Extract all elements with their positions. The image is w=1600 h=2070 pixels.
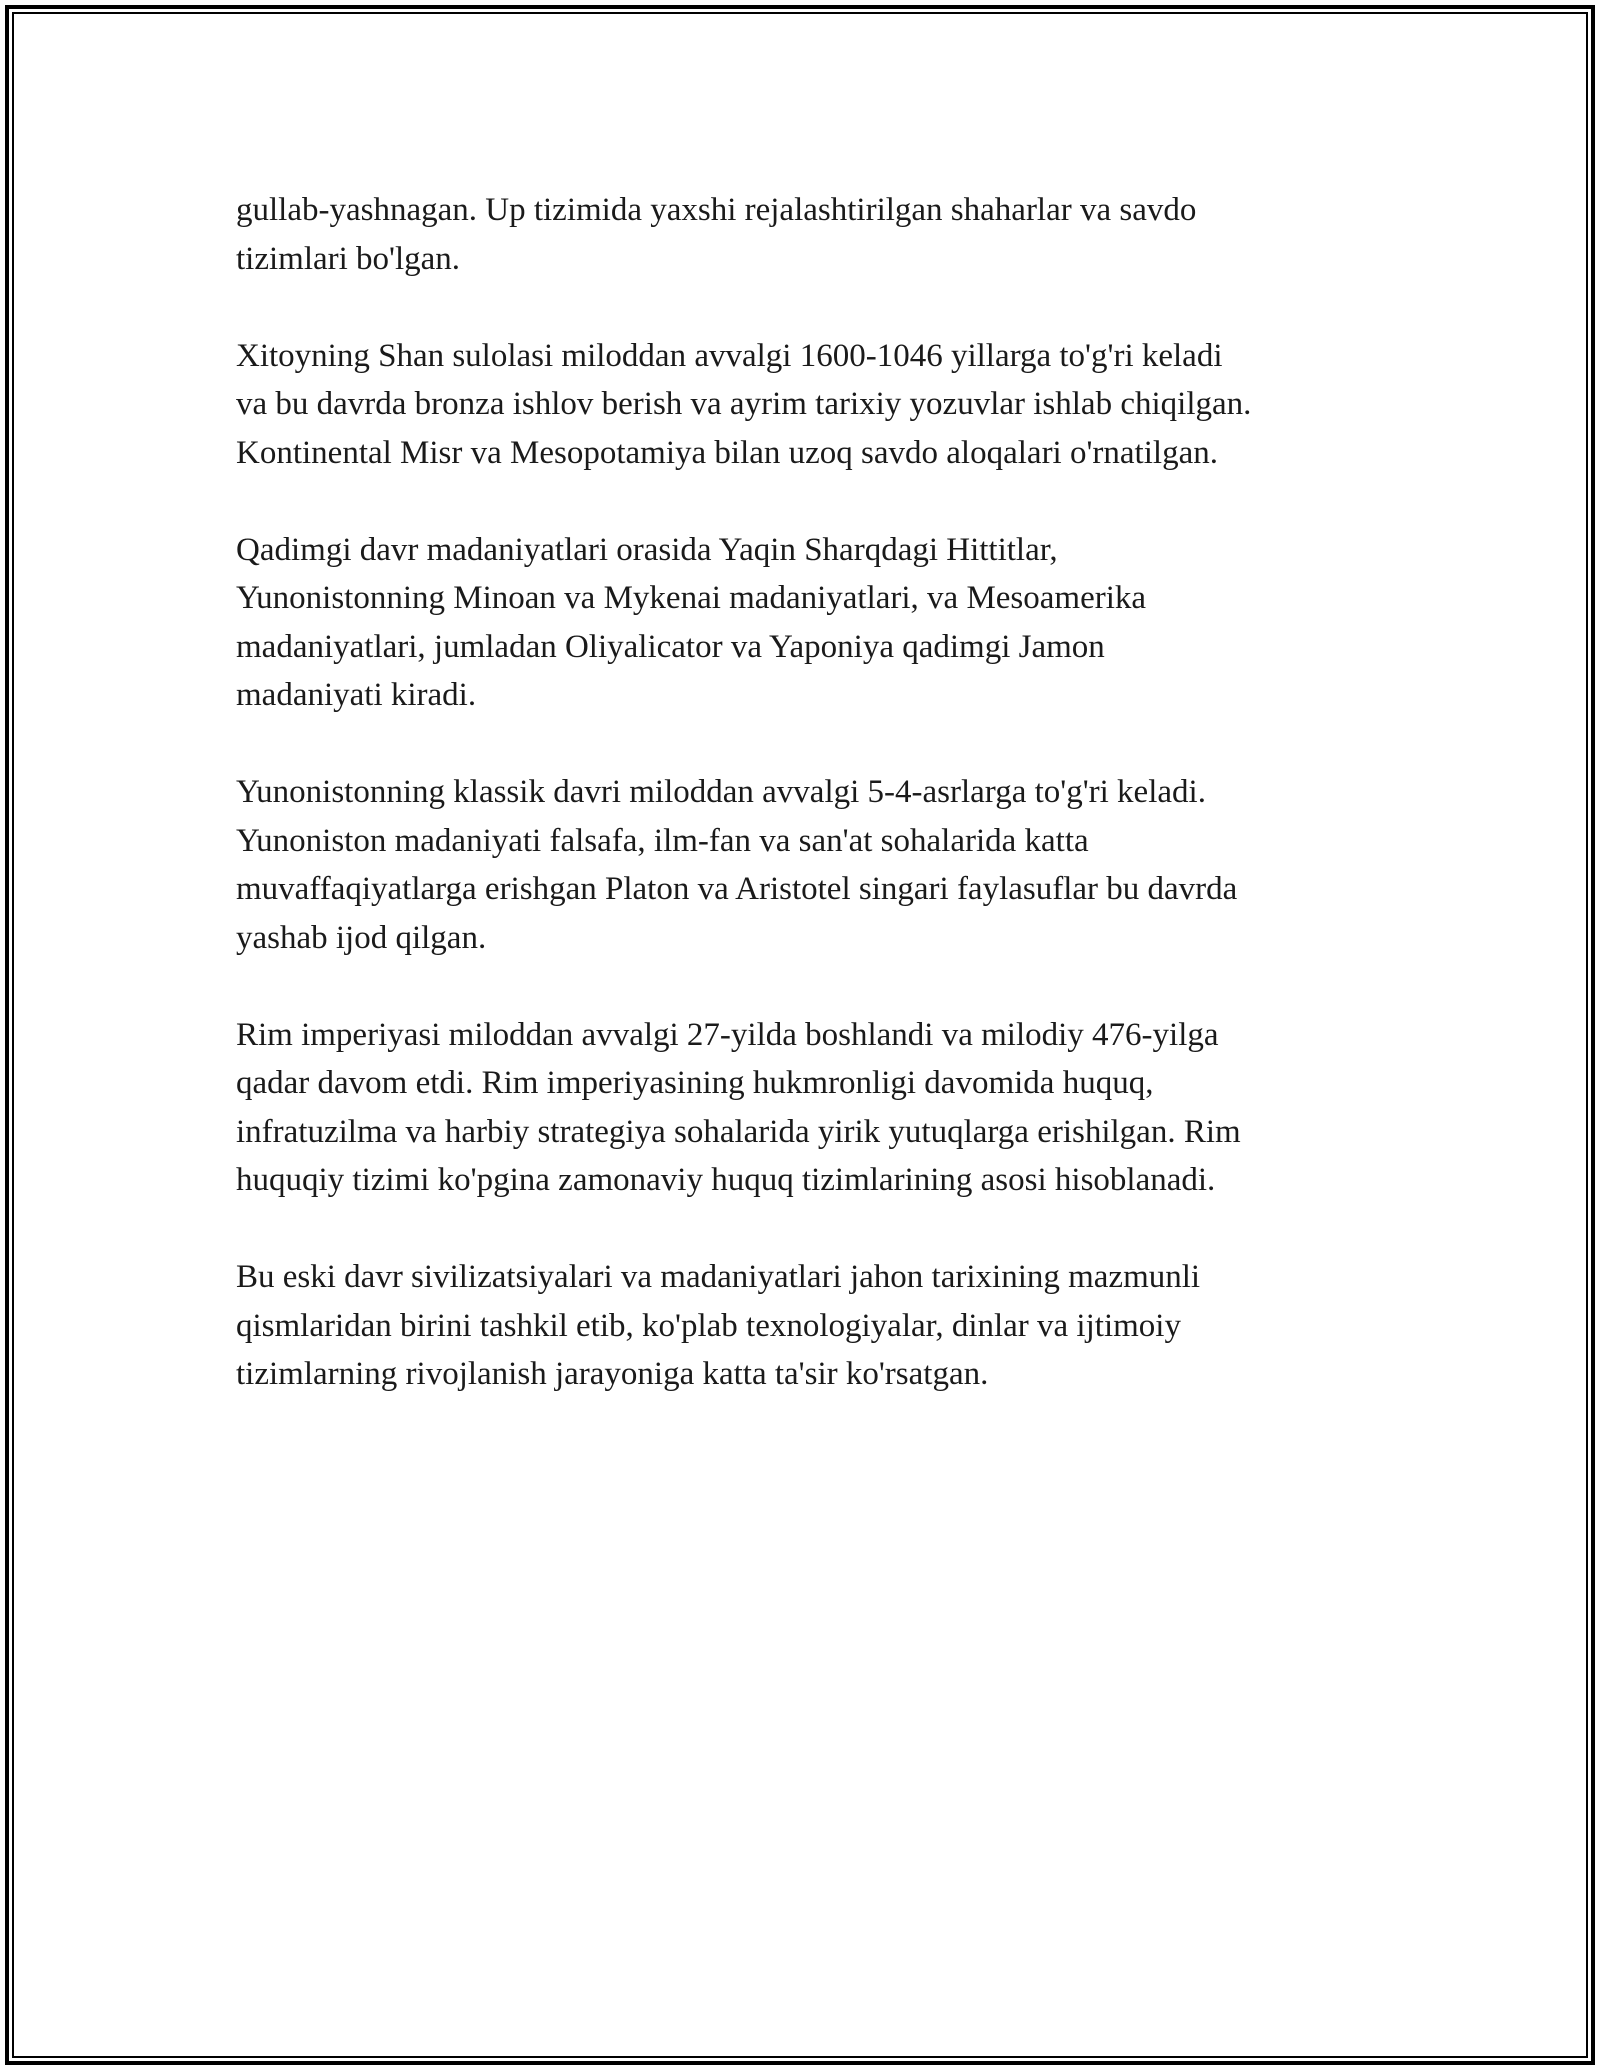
text-line: Yunonistonning Minoan va Mykenai madaniyatlari, va Mesoamerika	[236, 580, 1147, 616]
paragraph	[236, 186, 1386, 283]
text-line: Rim imperiyasi miloddan avvalgi 27-yilda boshlandi va milodiy 476-yilga	[236, 1016, 1219, 1053]
text-line: qadar davom etdi. Rim imperiyasining hukmronligi davomida huquq,	[236, 1065, 1154, 1101]
text-line: huquqiy tizimi ko'pgina zamonaviy huquq tizimlarining asosi hisoblanadi.	[236, 1162, 1216, 1198]
paragraph	[236, 768, 1386, 962]
document-body	[236, 186, 1386, 1447]
text-line: Kontinental Misr va Mesopotamiya bilan uzoq savdo aloqalari o'rnatilgan.	[236, 434, 1218, 471]
text-line: va bu davrda bronza ishlov berish va ayrim tarixiy yozuvlar ishlab chiqilgan.	[236, 386, 1252, 422]
text-line: tizimlarning rivojlanish jarayoniga katta ta'sir ko'rsatgan.	[236, 1356, 989, 1392]
text-line: yashab ijod qilgan.	[236, 919, 487, 956]
text-line: Yunoniston madaniyati falsafa, ilm-fan va san'at sohalarida katta	[236, 822, 1089, 859]
paragraph	[236, 526, 1386, 720]
text-line: infratuzilma va harbiy strategiya sohalarida yirik yutuqlarga erishilgan. Rim	[236, 1113, 1241, 1150]
text-line: Qadimgi davr madaniyatlari orasida Yaqin Sharqdagi Hittitlar,	[236, 531, 1058, 568]
text-line: gullab-yashnagan. Up tizimida yaxshi rejalashtirilgan shaharlar va savdo	[236, 192, 1197, 228]
text-line: madaniyati kiradi.	[236, 677, 477, 713]
text-line: muvaffaqiyatlarga erishgan Platon va Aristotel singari faylasuflar bu davrda	[236, 871, 1238, 907]
text-line: Yunonistonning klassik davri miloddan avvalgi 5-4-asrlarga to'g'ri keladi.	[236, 774, 1206, 810]
text-line: madaniyatlari, jumladan Oliyalicator va Yaponiya qadimgi Jamon	[236, 628, 1105, 665]
text-line: tizimlari bo'lgan.	[236, 240, 461, 277]
paragraph	[236, 1253, 1386, 1399]
paragraph	[236, 332, 1386, 478]
text-line: Xitoyning Shan sulolasi miloddan avvalgi 1600-1046 yillarga to'g'ri keladi	[236, 337, 1223, 374]
text-line: Bu eski davr sivilizatsiyalari va madaniyatlari jahon tarixining mazmunli	[236, 1259, 1201, 1295]
paragraph	[236, 1011, 1386, 1205]
text-line: qismlaridan birini tashkil etib, ko'plab texnologiyalar, dinlar va ijtimoiy	[236, 1307, 1181, 1344]
